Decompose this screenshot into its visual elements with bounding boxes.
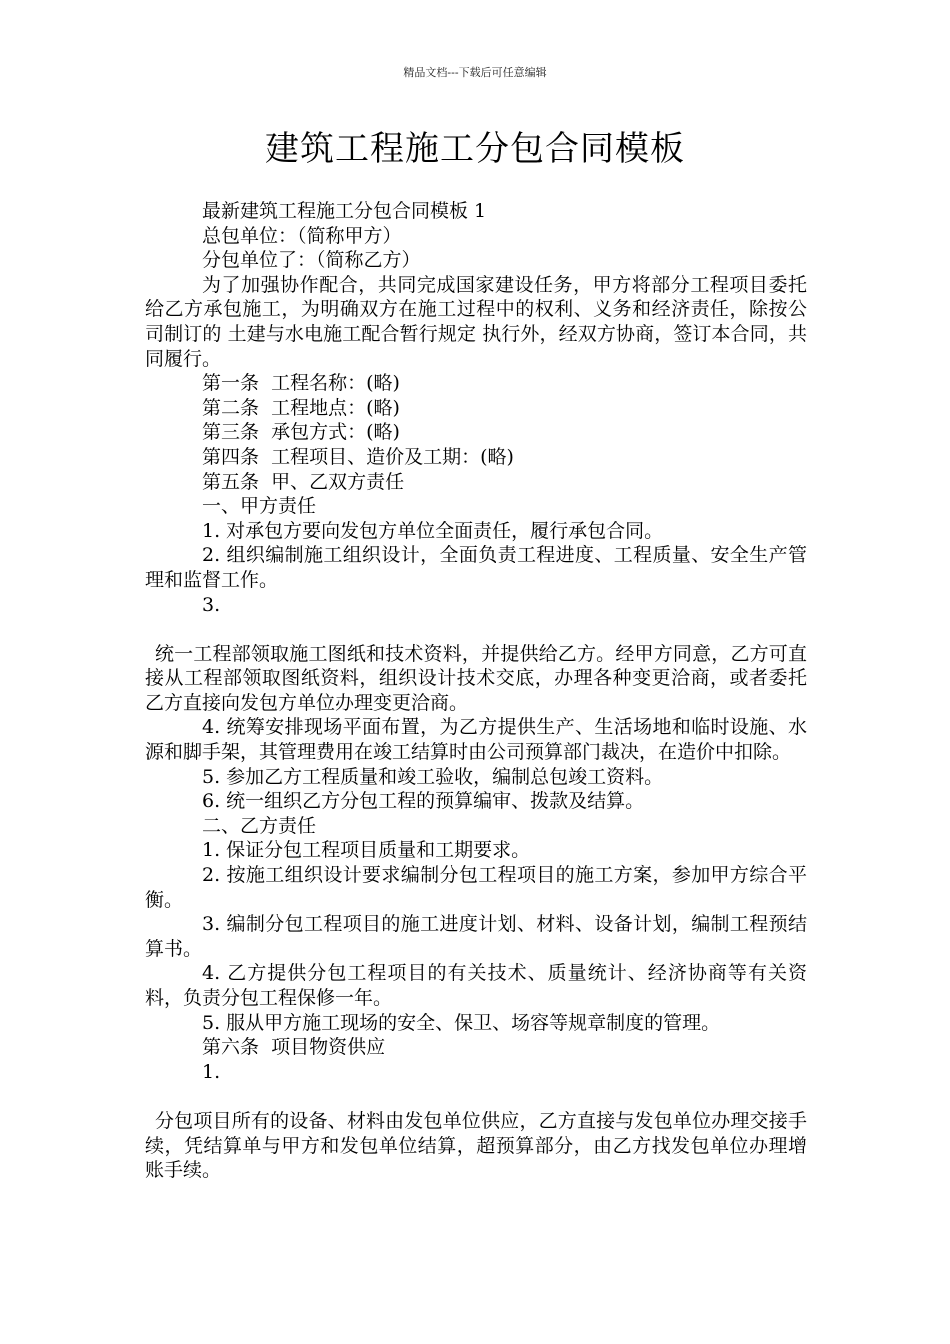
article-6-item-1-number: 1. [202, 1060, 221, 1083]
article-4: 第四条 工程项目、造价及工期：(略) [202, 445, 514, 468]
section-party-b: 二、乙方责任 [202, 814, 317, 837]
header-note: 精品文档---下载后可任意编辑 [403, 66, 547, 79]
party-b-item-2: 2. 按施工组织设计要求编制分包工程项目的施工方案，参加甲方综合平衡。 [145, 864, 807, 911]
article-6: 第六条 项目物资供应 [202, 1036, 386, 1059]
party-a-item-1: 1. 对承包方要向发包方单位全面责任，履行承包合同。 [202, 519, 664, 542]
paragraph-subcontractor: 分包单位了：（简称乙方） [202, 249, 421, 272]
blank-line [145, 1084, 807, 1109]
article-3: 第三条 承包方式：(略) [202, 421, 400, 444]
party-b-item-1: 1. 保证分包工程项目质量和工期要求。 [202, 839, 531, 862]
article-1: 第一条 工程名称：(略) [202, 372, 400, 395]
party-b-item-3: 3. 编制分包工程项目的施工进度计划、材料、设备计划，编制工程预结算书。 [145, 913, 807, 960]
party-b-item-5: 5. 服从甲方施工现场的安全、保卫、场容等规章制度的管理。 [202, 1011, 721, 1034]
section-party-a: 一、甲方责任 [202, 495, 317, 518]
document-body [145, 199, 807, 1183]
paragraph-contractor: 总包单位：（简称甲方） [202, 224, 402, 247]
party-b-item-4: 4. 乙方提供分包工程项目的有关技术、质量统计、经济协商等有关资料，负责分包工程保修一年。 [145, 962, 807, 1009]
party-a-item-2: 2. 组织编制施工组织设计，全面负责工程进度、工程质量、安全生产管理和监督工作。 [145, 544, 807, 591]
article-2: 第二条 工程地点：(略) [202, 396, 400, 419]
article-6-item-1-text: 分包项目所有的设备、材料由发包单位供应，乙方直接与发包单位办理交接手续，凭结算单与甲方和发包单位结算，超预算部分，由乙方找发包单位办理增账手续。 [145, 1109, 807, 1182]
blank-line [145, 617, 807, 642]
article-5: 第五条 甲、乙双方责任 [202, 470, 405, 493]
party-a-item-4: 4. 统筹安排现场平面布置，为乙方提供生产、生活场地和临时设施、水源和脚手架，其管理费用在竣工结算时由公司预算部门裁决，在造价中扣除。 [145, 716, 807, 764]
party-a-item-3-text: 统一工程部领取施工图纸和技术资料，并提供给乙方。经甲方同意，乙方可直接从工程部领取图纸资料，组织设计技术交底，办理各种变更洽商，或者委托乙方直接向发包方单位办理变更洽商。 [145, 642, 807, 714]
party-a-item-6: 6. 统一组织乙方分包工程的预算编审、拨款及结算。 [202, 790, 645, 813]
party-a-item-3-number: 3. [202, 593, 221, 616]
paragraph-subtitle: 最新建筑工程施工分包合同模板 1 [202, 200, 487, 222]
party-a-item-5: 5. 参加乙方工程质量和竣工验收，编制总包竣工资料。 [202, 765, 664, 788]
paragraph-preamble: 为了加强协作配合，共同完成国家建设任务，甲方将部分工程项目委托给乙方承包施工，为明确双方在施工过程中的权利、义务和经济责任，除按公司制订的 土建与水电施工配合暂行规定 执行外，经双方协商，签订本合同，共同履行。 [145, 273, 807, 370]
document-title: 建筑工程施工分包合同模板 [265, 129, 685, 169]
